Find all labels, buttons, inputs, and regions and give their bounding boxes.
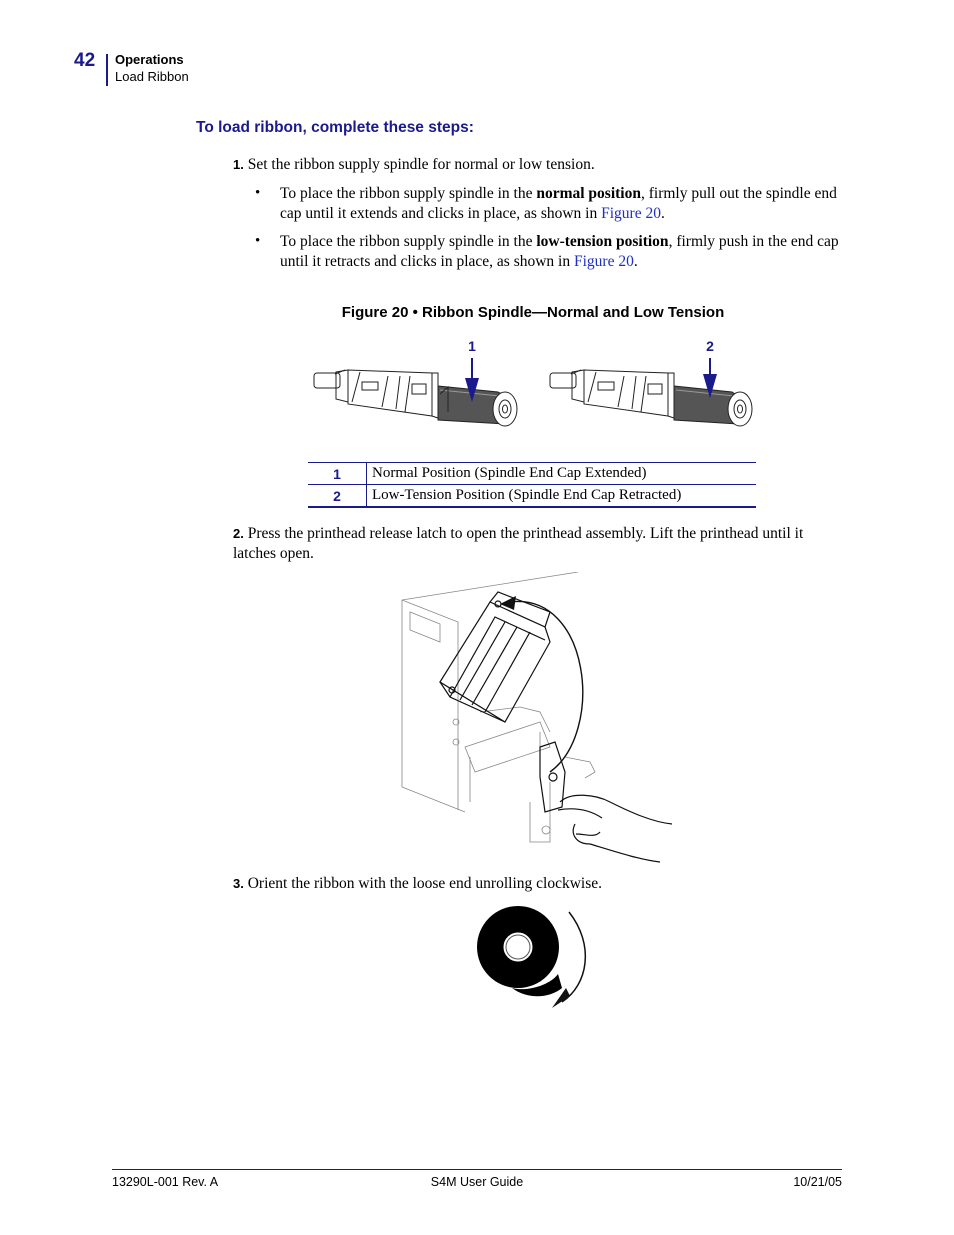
bullet-text: To place the ribbon supply spindle in the [280,233,537,250]
step-1-text: Set the ribbon supply spindle for normal or low tension. [247,156,595,173]
table-cell-description: Low-Tension Position (Spindle End Cap Retracted) [372,487,682,503]
step-2-number: 2. [233,526,244,541]
footer-guide-title: S4M User Guide [430,1175,524,1189]
callout-table [308,463,756,508]
bullet-normal-position [280,184,842,224]
printhead-assembly [440,592,565,812]
bullet-marker: • [255,185,261,201]
spindle-low-tension-position [550,370,752,426]
table-row [308,485,756,508]
step-3 [233,874,843,894]
step-1-number: 1. [233,157,244,172]
callout-label-1: 1 [468,338,476,354]
clockwise-arrow [562,912,585,1002]
step-3-number: 3. [233,876,244,891]
lift-direction-arrow [510,601,583,772]
step-3-text: Orient the ribbon with the loose end unrolling clockwise. [247,875,602,892]
bullet-bold-term: normal position [536,185,641,202]
step-1 [233,155,843,175]
table-row [308,463,756,485]
callout-label-2: 2 [706,338,714,354]
step-2-text: Press the printhead release latch to open the printhead assembly. Lift the printhead until it latches open. [233,525,804,562]
table-cell-number: 1 [308,463,367,485]
figure-caption: Figure 20 • Ribbon Spindle—Normal and Low Tension [341,304,725,321]
procedure-heading: To load ribbon, complete these steps: [196,119,474,136]
bullet-marker: • [255,233,261,249]
figure-20-link[interactable]: Figure 20 [574,253,634,270]
table-cell-number: 2 [308,485,367,508]
step-2 [233,524,843,564]
bullet-text: . [660,205,665,222]
ribbon-roll-illustration [470,900,600,1015]
bullet-text: , firmly push in the end cap until it retracts and clicks in place, as shown in [280,233,839,270]
footer-date: 10/21/05 [793,1175,842,1189]
bullet-low-tension-position [280,232,842,272]
bullet-text: To place the ribbon supply spindle in the [280,185,537,202]
header-section-title: Operations [115,52,184,67]
bullet-text: . [633,253,638,270]
header-subsection-title: Load Ribbon [115,69,189,84]
printhead-open-illustration [390,572,680,867]
header-divider [106,54,108,86]
spindle-normal-position [314,370,517,426]
footer-divider [112,1169,842,1170]
table-cell-description: Normal Position (Spindle End Cap Extended) [372,465,647,481]
page-number: 42 [74,50,96,71]
figure-20-link[interactable]: Figure 20 [601,205,661,222]
footer-document-number: 13290L-001 Rev. A [112,1175,219,1189]
bullet-bold-term: low-tension position [536,233,669,250]
ribbon-spindle-illustration [300,332,770,442]
hand-icon [558,795,672,862]
bullet-text: , firmly pull out the spindle end cap until it extends and clicks in place, as shown in [280,185,837,222]
